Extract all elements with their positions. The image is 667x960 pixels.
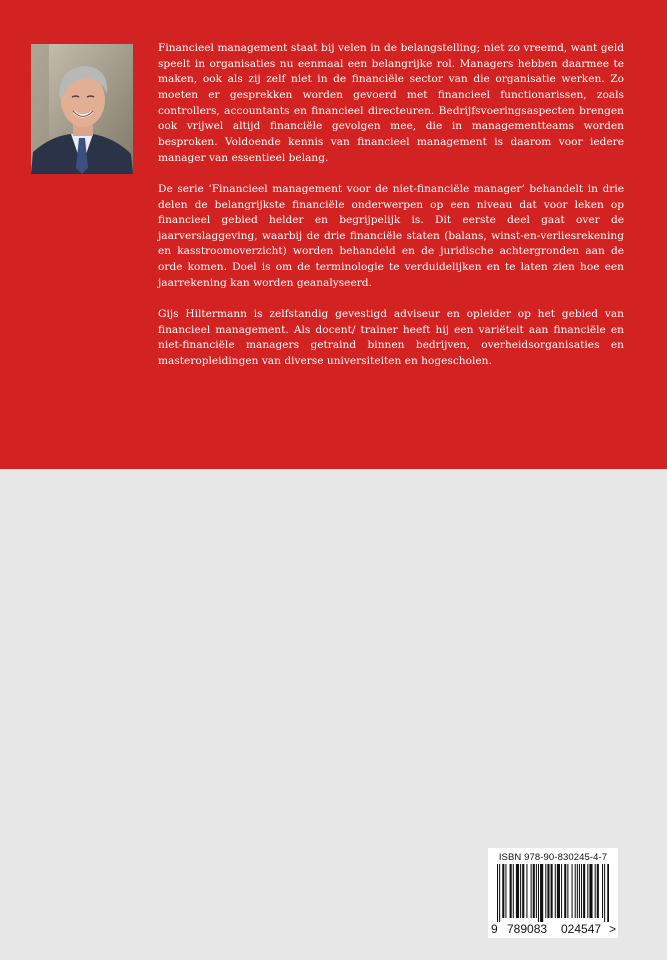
barcode-bar xyxy=(536,864,537,918)
barcode-bar xyxy=(533,864,535,918)
barcode-bar xyxy=(497,864,498,922)
barcode-digit-group-1: 789083 xyxy=(507,922,548,936)
barcode-bar xyxy=(602,864,603,918)
author-portrait-icon xyxy=(31,44,133,174)
barcode-digit-lead: 9 xyxy=(491,922,498,936)
barcode-bar xyxy=(577,864,578,918)
barcode-bar xyxy=(589,864,592,918)
barcode-bar xyxy=(581,864,582,918)
barcode-quiet-zone-marker: > xyxy=(609,922,617,936)
barcode-bar xyxy=(604,864,605,922)
barcode-bar xyxy=(545,864,546,918)
barcode-bar xyxy=(551,864,553,918)
barcode-digit-group-2: 024547 xyxy=(561,922,602,936)
barcode-bar xyxy=(502,864,504,918)
isbn-label: ISBN 978-90-830245-4-7 xyxy=(498,852,608,863)
barcode-bar xyxy=(538,864,539,922)
barcode-bar xyxy=(516,864,519,918)
barcode-bar xyxy=(522,864,524,918)
author-photo xyxy=(31,44,133,174)
barcode-bar xyxy=(520,864,521,918)
series-paragraph: De serie ‘Financieel management voor de niet-financiële manager’ behandelt in drie delen de belangrijkste financiële onderwerpen op een niveau dat voor leken op financieel gebied helder en begrijpelijk is. Dit eerste deel gaat over de jaarverslaggeving, waarbij de drie financiële staten (balans, winst-en-verliesrekening en kasstroomoverzicht) worden behandeld en de juridische achtergronden aan de orde komen. Doel is om de terminologie te verduidelijken en te laten zien hoe een jaarrekening kan worden geanalyseerd. xyxy=(158,182,624,289)
author-bio-paragraph: Gijs Hiltermann is zelfstandig gevestigd adviseur en opleider op het gebied van financieel management. Als docent/ trainer heeft hij een variëteit aan financiële en niet-financiële managers getraind binnen bedrijven, overheidsorganisaties en masteropleidingen van diverse universiteiten en hogescholen. xyxy=(158,308,624,367)
barcode-bar xyxy=(510,864,512,918)
barcode-bar xyxy=(579,864,580,918)
barcode-bar xyxy=(540,864,543,922)
barcode-bar xyxy=(557,864,560,918)
barcode-bar xyxy=(575,864,576,918)
barcode-bar xyxy=(561,864,562,918)
barcode-bar xyxy=(531,864,532,918)
barcode-bar xyxy=(567,864,568,918)
barcode-bar xyxy=(572,864,573,918)
barcode-bar xyxy=(555,864,556,918)
barcode-bar xyxy=(595,864,596,918)
red-panel xyxy=(0,0,667,469)
barcode-bar xyxy=(499,864,500,922)
barcode-bar xyxy=(564,864,566,918)
barcode-bar xyxy=(597,864,599,918)
barcode-bar xyxy=(587,864,588,918)
barcode-bar xyxy=(547,864,549,918)
isbn-barcode xyxy=(488,848,618,938)
barcode-bar xyxy=(607,864,609,922)
barcode-bar xyxy=(513,864,514,918)
barcode-bars xyxy=(497,864,609,922)
barcode-bar xyxy=(505,864,506,918)
barcode-bar xyxy=(526,864,527,918)
description-text xyxy=(158,41,624,385)
barcode-bar xyxy=(583,864,585,918)
intro-paragraph: Financieel management staat bij velen in de belangstelling; niet zo vreemd, want geld speelt in organisaties nu eenmaal een belangrijke rol. Managers hebben daarmee te maken, ook als zij zelf niet in de financiële sector van die organisatie werken. Zo moeten er gesprekken worden gevoerd met financieel functionarissen, zoals controllers, accountants en financieel directeuren. Bedrijfsvoeringsaspecten brengen ook vrijwel altijd financiële gevolgen mee, die in managementteams worden besproken. Voldoende kennis van financieel management is daarom voor iedere manager van essentieel belang. xyxy=(158,42,624,164)
